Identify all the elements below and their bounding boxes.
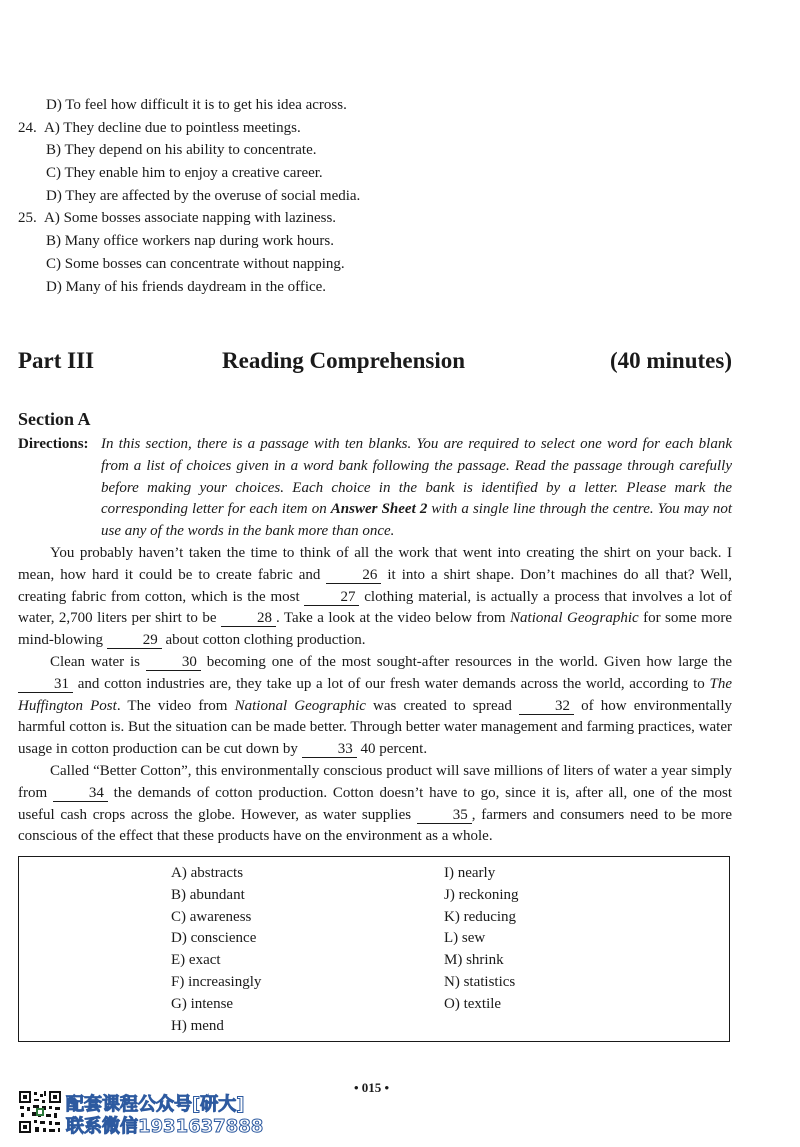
part-title: Reading Comprehension [222, 348, 466, 373]
watermark [18, 1090, 318, 1140]
directions-part-1: In this section, there is a passage with ten blanks. You are required to select one word for each blank from a list of choices given in a word bank following the passage. Read the passage through carefully before making your choices. Each choice in the bank is identified by a letter. Please mark the corresponding letter for each item on [101, 436, 732, 518]
answer-sheet-ref: Answer Sheet 2 [330, 501, 428, 518]
blank-26: 26 [326, 567, 381, 584]
blank-32: 32 [519, 698, 574, 715]
blank-28: 28 [221, 610, 276, 627]
directions-text [101, 434, 732, 543]
word-bank-left-column [171, 863, 261, 1037]
p1-source: National Geographic [510, 610, 639, 627]
p1-text-2: it into a shirt shape. Don’t machines do all that? Well, creating fabric from cotton, which is the most [18, 566, 732, 605]
p1-text-5: for some more mind-blowing [18, 610, 732, 649]
p1-text-6: about cotton clothing production. [161, 632, 366, 649]
blank-29: 29 [107, 632, 162, 649]
q25-option-b: B) Many office workers nap during work hours. [46, 233, 334, 249]
word-bank-item: G) intense [171, 995, 234, 1012]
word-bank-item: O) textile [444, 995, 502, 1012]
passage-paragraph-2 [18, 652, 732, 761]
p3-text-1: Called “Better Cotton”, this environmentally conscious product will save millions of liters of water a year simply from [18, 763, 732, 801]
page-number: • 015 • [354, 1080, 390, 1095]
word-bank-item: I) nearly [444, 865, 496, 881]
q24-option-a [18, 119, 301, 137]
p1-text-3: clothing material, is actually a process that involves a lot of water, 2,700 liters per shirt to be [18, 588, 732, 627]
watermark-line-1: 配套课程公众号[研大] [66, 1094, 245, 1115]
word-bank-item: H) mend [171, 1017, 224, 1034]
qr-code-icon [18, 1090, 62, 1134]
p1-text-1: You probably haven’t taken the time to think of all the work that went into creating the shirt on your back. I mean, how hard it could be to create fabric and [18, 545, 732, 583]
p2-text-3: and cotton industries are, they take up a lot of our fresh water demands across the world, according to [73, 675, 710, 692]
p2-text-6: of how environmentally harmful cotton is. But the situation can be made better. Through better water management and farming practices, water usage in cotton production can be cut down by [18, 697, 732, 758]
word-bank-item: N) statistics [444, 973, 516, 990]
word-bank-item: J) reckoning [444, 886, 519, 903]
p2-source-2: National Geographic [234, 697, 366, 714]
word-bank-item: K) reducing [444, 908, 517, 925]
q24-number: 24. [18, 120, 37, 136]
watermark-line-2: 联系微信1931637888 [66, 1116, 264, 1137]
passage-paragraph-3 [18, 761, 732, 848]
q24-option-c: C) They enable him to enjoy a creative career. [46, 165, 323, 181]
word-bank [18, 856, 730, 1042]
word-bank-item: L) sew [444, 930, 486, 947]
blank-34: 34 [53, 785, 108, 802]
word-bank-item: E) exact [171, 952, 221, 969]
word-bank-item: C) awareness [171, 908, 252, 925]
directions-part-2: with a single line through the centre. You may not use any of the words in the bank more than once. [101, 501, 732, 540]
q24-option-d: D) They are affected by the overuse of social media. [46, 188, 361, 204]
section-title: Section A [18, 409, 91, 429]
q24-option-a-text: A) They decline due to pointless meetings. [44, 120, 301, 136]
q25-option-c: C) Some bosses can concentrate without napping. [46, 256, 345, 272]
q24-option-b: B) They depend on his ability to concentrate. [46, 142, 317, 158]
directions-label: Directions: [18, 436, 89, 452]
part-time: (40 minutes) [609, 348, 732, 373]
part-label: Part III [18, 348, 95, 373]
p2-text-2: becoming one of the most sought-after resources in the world. Given how large the [200, 654, 732, 670]
p2-text-4: . The video from [116, 697, 235, 714]
q25-option-a [18, 209, 336, 227]
p3-text-3: , farmers and consumers need to be more conscious of the effect that these products have on the environment as a whole. [18, 806, 732, 845]
blank-30: 30 [146, 654, 201, 671]
part-header [18, 348, 732, 376]
blank-33: 33 [302, 741, 357, 758]
passage-paragraph-1 [18, 543, 732, 652]
blank-31: 31 [18, 676, 73, 693]
q25-number: 25. [18, 210, 37, 226]
word-bank-item: B) abundant [171, 886, 245, 903]
word-bank-item: F) increasingly [171, 973, 262, 990]
p2-text-5: was created to spread [365, 697, 519, 714]
word-bank-right-column [444, 863, 519, 1016]
p2-source-1: The Huffington Post [18, 675, 732, 714]
q25-option-a-text: A) Some bosses associate napping with laziness. [44, 210, 337, 226]
blank-35: 35 [417, 807, 472, 824]
p3-text-2: the demands of cotton production. Cotton doesn’t have to go, since it is, after all, one of the most useful cash crops across the globe. However, as water supplies [18, 784, 732, 823]
p2-text-1: Clean water is [50, 654, 146, 670]
word-bank-item: D) conscience [171, 930, 257, 947]
q23-option-d: D) To feel how difficult it is to get his idea across. [46, 97, 347, 113]
blank-27: 27 [304, 589, 359, 606]
p1-text-4: . Take a look at the video below from [275, 610, 511, 627]
word-bank-item: A) abstracts [171, 865, 244, 881]
word-bank-item: M) shrink [444, 952, 504, 969]
q25-option-d: D) Many of his friends daydream in the office. [46, 279, 327, 295]
p2-text-7: 40 percent. [356, 741, 428, 758]
